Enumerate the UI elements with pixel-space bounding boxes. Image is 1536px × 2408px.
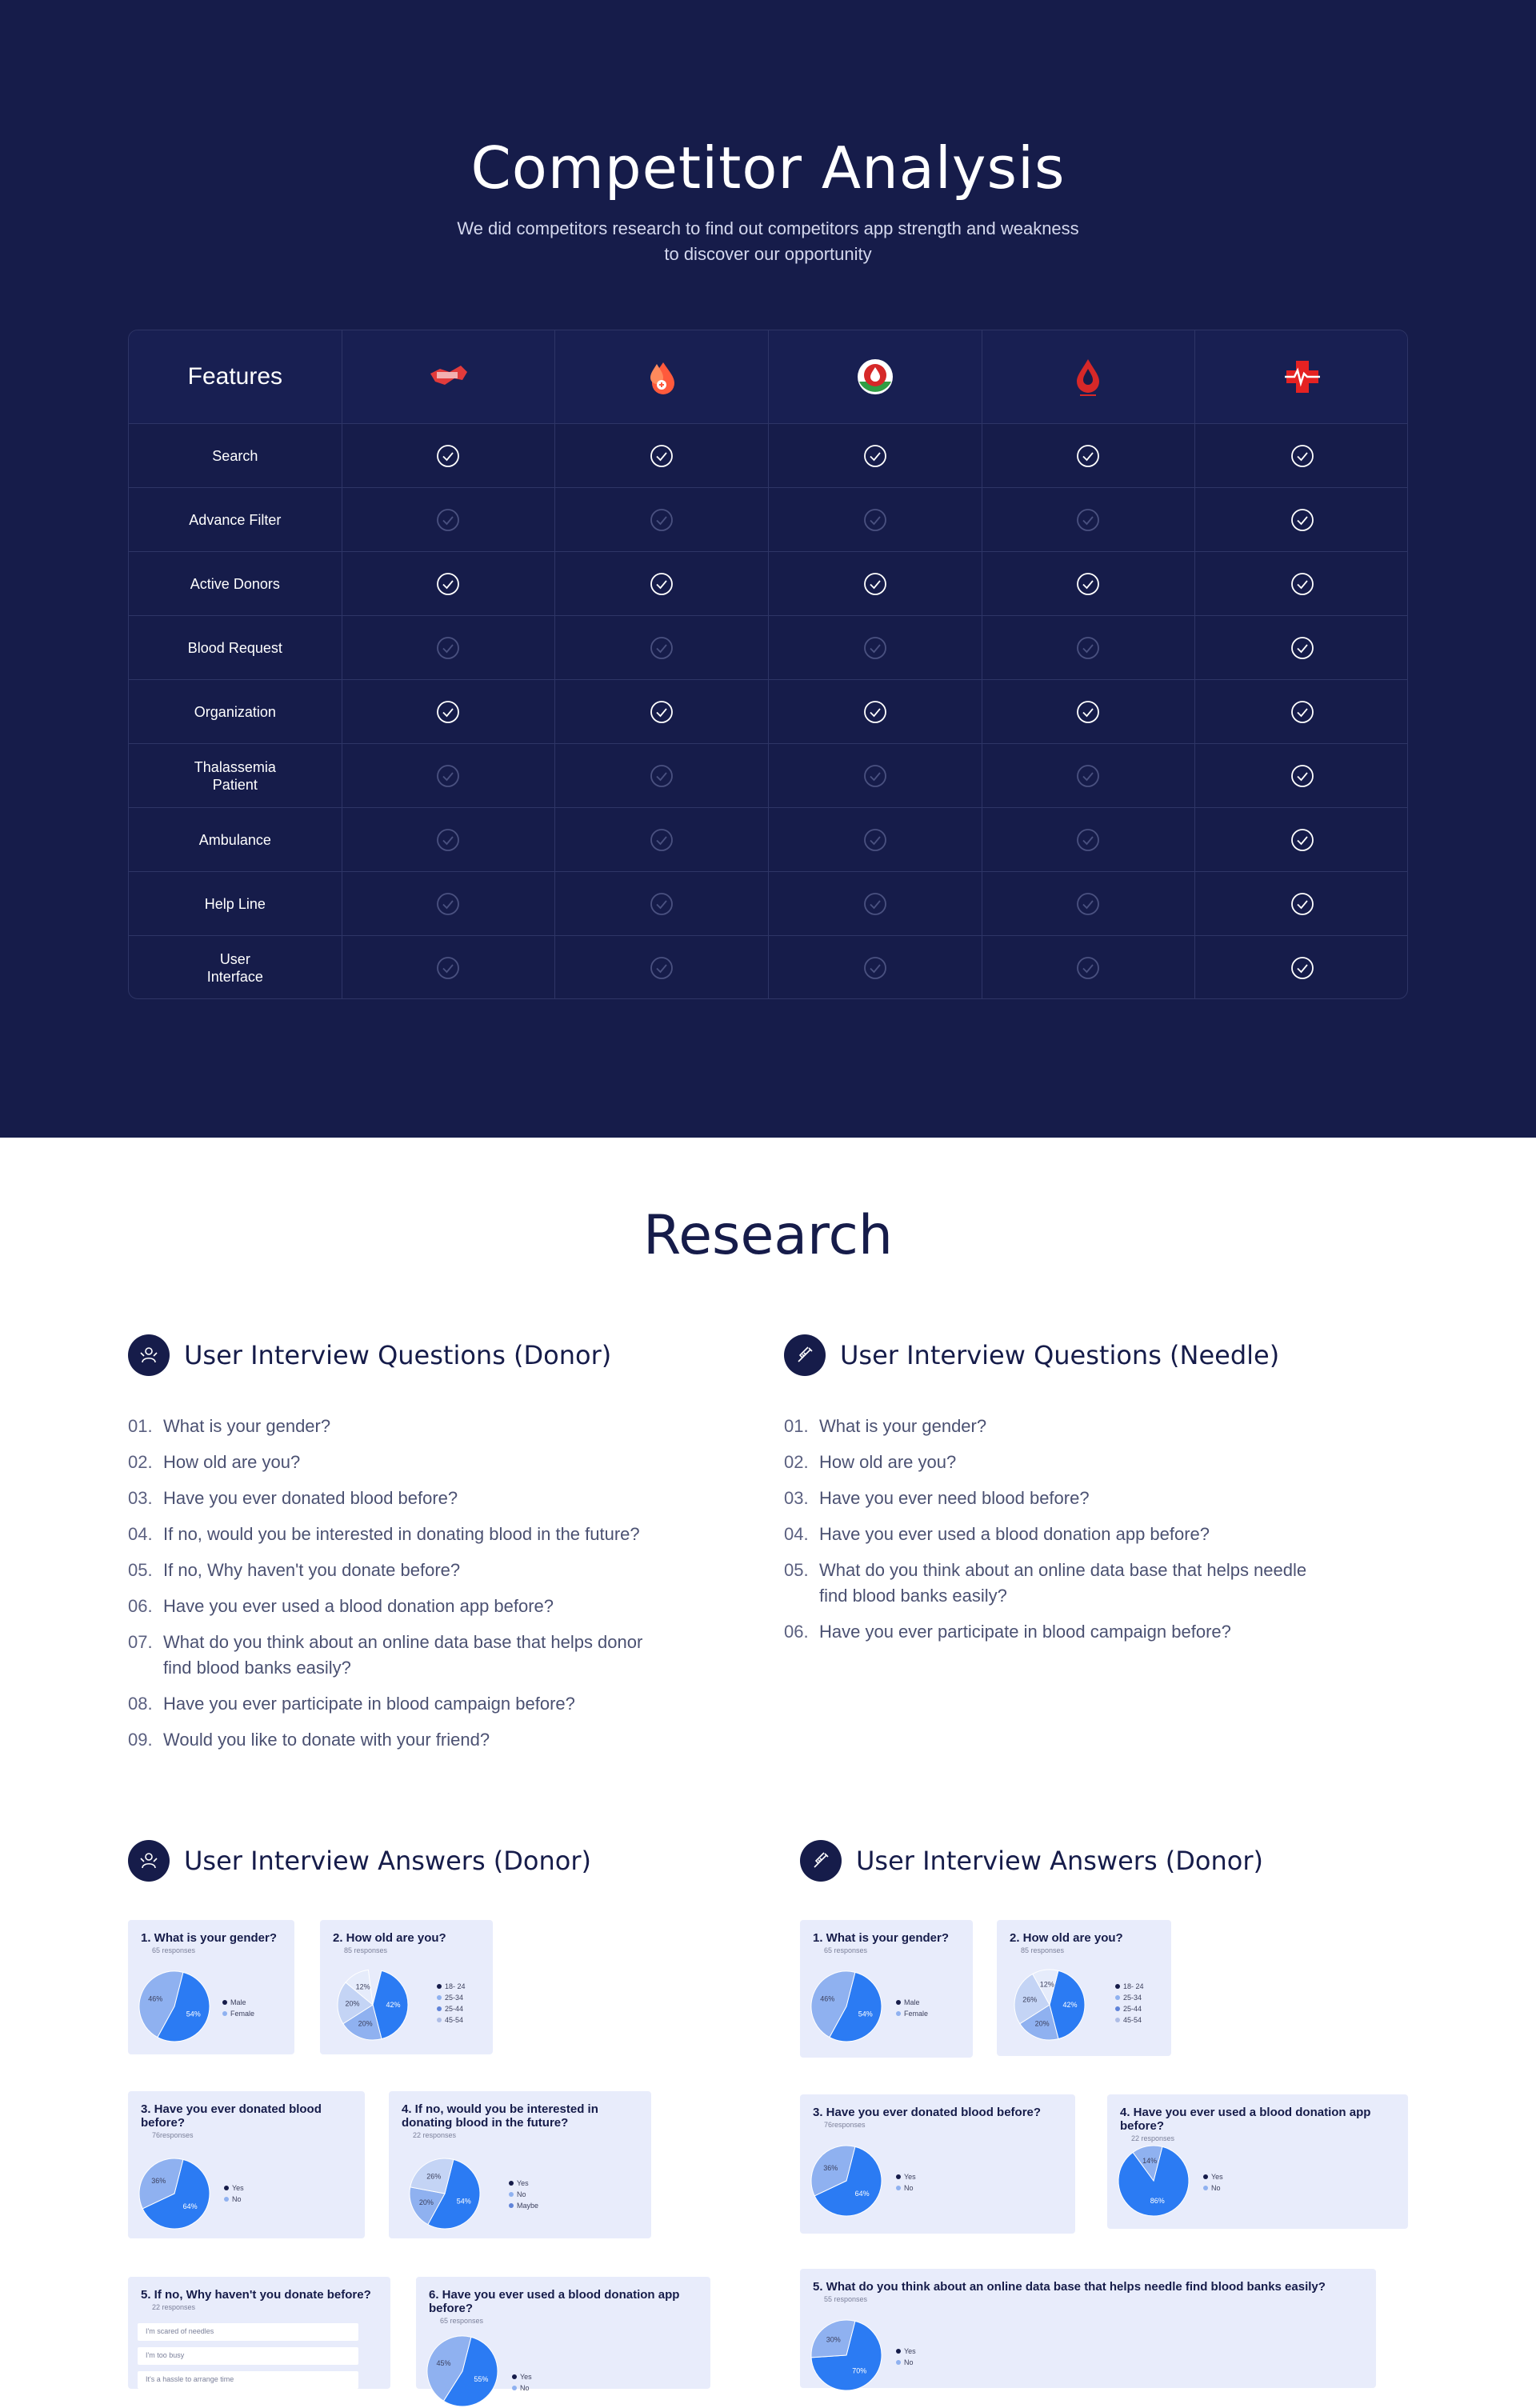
question-number: 05. [784, 1560, 809, 1580]
feature-label: Blood Request [129, 616, 342, 679]
check-icon [1290, 572, 1314, 596]
check-cell [555, 680, 769, 743]
app-logo-2 [555, 330, 769, 423]
list-item [784, 1486, 1312, 1511]
feature-label: Active Donors [129, 552, 342, 615]
table-row [129, 615, 1408, 679]
table-row [129, 487, 1408, 551]
check-inactive-icon [436, 508, 460, 532]
table-row [129, 871, 1408, 935]
app-logo-2-icon [639, 354, 684, 399]
card-responses: 85 responses [1021, 1946, 1065, 1954]
option-item: I'm scared of needles [138, 2323, 358, 2341]
list-item [128, 1450, 648, 1475]
question-text: Have you ever donated blood before? [163, 1488, 458, 1508]
list-item [128, 1727, 648, 1753]
check-cell [769, 872, 982, 935]
pie-label: 70% [852, 2366, 867, 2375]
check-cell [342, 872, 556, 935]
legend-item: Yes [509, 2178, 538, 2189]
check-inactive-icon [436, 828, 460, 852]
answer-card [1107, 2094, 1408, 2229]
question-number: 09. [128, 1730, 153, 1750]
pie-label: 20% [345, 1999, 360, 2008]
card-responses: 65 responses [824, 1946, 868, 1954]
list-item [784, 1558, 1312, 1609]
feature-label: Ambulance [129, 808, 342, 871]
research-title: Research [643, 1204, 893, 1267]
competitor-subtitle: We did competitors research to find out competitors app strength and weakness to discover our opportunity [457, 218, 1079, 264]
check-inactive-icon [1076, 508, 1100, 532]
check-inactive-icon [1076, 636, 1100, 660]
table-row [129, 423, 1408, 487]
table-row [129, 679, 1408, 743]
check-inactive-icon [436, 956, 460, 980]
card-responses: 22 responses [1131, 2134, 1175, 2142]
check-icon [1290, 892, 1314, 916]
check-cell [555, 744, 769, 807]
check-icon [863, 444, 887, 468]
app-logo-5 [1195, 330, 1408, 423]
check-inactive-icon [436, 636, 460, 660]
list-item [784, 1450, 1312, 1475]
answer-card [997, 1920, 1171, 2056]
check-inactive-icon [1076, 956, 1100, 980]
check-icon [1076, 700, 1100, 724]
needle-answers-title: User Interview Answers (Donor) [856, 1846, 1263, 1876]
card-responses: 76responses [152, 2131, 194, 2139]
check-cell [982, 552, 1196, 615]
chart-legend [437, 1981, 466, 2026]
answer-card [128, 2277, 390, 2389]
pie-label: 26% [426, 2172, 442, 2181]
check-inactive-icon [436, 892, 460, 916]
card-responses: 65 responses [152, 1946, 196, 1954]
pie-label: 54% [456, 2197, 471, 2206]
donor-icon [128, 1334, 170, 1376]
chart-legend [1203, 2171, 1223, 2194]
option-item: It's a hassle to arrange time [138, 2371, 358, 2389]
legend-item: Yes [1203, 2171, 1223, 2182]
legend-item: Yes [224, 2182, 244, 2194]
legend-item: No [224, 2194, 244, 2205]
check-cell [555, 872, 769, 935]
donor-answers-title: User Interview Answers (Donor) [184, 1846, 591, 1876]
feature-label: Thalassemia Patient [129, 744, 342, 807]
check-cell [1195, 680, 1408, 743]
pie-label: 36% [151, 2176, 166, 2185]
pie-label: 64% [854, 2190, 870, 2198]
check-cell [1195, 936, 1408, 999]
check-icon [1290, 764, 1314, 788]
check-cell [555, 488, 769, 551]
list-item [128, 1522, 648, 1547]
answer-card [389, 2091, 651, 2238]
pie-label: 46% [820, 1994, 835, 2003]
feature-label: User Interface [129, 936, 342, 999]
legend-item: No [509, 2189, 538, 2200]
check-inactive-icon [650, 828, 674, 852]
legend-item: No [896, 2182, 916, 2194]
answer-card [128, 2091, 365, 2238]
pie-label: 42% [386, 2000, 401, 2009]
check-cell [982, 680, 1196, 743]
pie-label: 20% [418, 2198, 434, 2206]
feature-comparison-table [128, 330, 1408, 999]
check-cell [1195, 744, 1408, 807]
feature-label: Help Line [129, 872, 342, 935]
question-text: Have you ever need blood before? [819, 1488, 1090, 1508]
check-cell [982, 872, 1196, 935]
check-inactive-icon [863, 828, 887, 852]
check-cell [555, 808, 769, 871]
check-cell [1195, 808, 1408, 871]
question-number: 08. [128, 1694, 153, 1714]
check-cell [982, 424, 1196, 487]
app-logo-5-icon [1280, 354, 1325, 399]
legend-item: Yes [512, 2371, 532, 2382]
question-text: What is your gender? [163, 1416, 331, 1436]
answer-card [128, 1920, 294, 2054]
list-item [784, 1414, 1312, 1439]
card-responses: 65 responses [440, 2317, 484, 2325]
question-number: 03. [784, 1488, 809, 1508]
card-question: 5. What do you think about an online data base that helps needle find blood banks easily? [813, 2280, 1326, 2294]
check-inactive-icon [863, 508, 887, 532]
donor-question-list [128, 1414, 648, 1763]
check-cell [555, 552, 769, 615]
app-logo-3 [769, 330, 982, 423]
legend-item: Male [896, 1997, 928, 2008]
check-cell [982, 616, 1196, 679]
feature-label: Organization [129, 680, 342, 743]
check-cell [1195, 616, 1408, 679]
answer-card [320, 1920, 493, 2054]
legend-item: No [1203, 2182, 1223, 2194]
pie-chart [1117, 2144, 1190, 2218]
pie-label: 54% [186, 2010, 201, 2018]
pie-label: 64% [182, 2202, 198, 2211]
donor-questions-title: User Interview Questions (Donor) [184, 1340, 612, 1370]
legend-item: 18- 24 [437, 1981, 466, 1992]
card-responses: 85 responses [344, 1946, 388, 1954]
donor-answers-heading [128, 1840, 591, 1882]
check-icon [436, 572, 460, 596]
question-text: What is your gender? [819, 1416, 987, 1436]
question-number: 05. [128, 1560, 153, 1580]
card-question: 2. How old are you? [1010, 1931, 1123, 1945]
needle-questions-heading [784, 1334, 1279, 1376]
question-text: How old are you? [819, 1452, 957, 1472]
check-cell [769, 616, 982, 679]
check-cell [982, 744, 1196, 807]
question-number: 03. [128, 1488, 153, 1508]
syringe-icon [800, 1840, 842, 1882]
app-logo-1 [342, 330, 556, 423]
check-icon [1290, 444, 1314, 468]
question-number: 02. [784, 1452, 809, 1472]
app-logo-4 [982, 330, 1196, 423]
legend-item: 45-54 [1115, 2014, 1144, 2026]
check-inactive-icon [863, 956, 887, 980]
legend-item: 18- 24 [1115, 1981, 1144, 1992]
donor-icon [128, 1840, 170, 1882]
pie-label: 86% [1150, 2197, 1165, 2206]
app-logo-1-icon [426, 354, 470, 399]
app-logo-3-icon [853, 354, 898, 399]
card-responses: 55 responses [824, 2295, 868, 2303]
check-inactive-icon [436, 764, 460, 788]
card-responses: 76responses [824, 2121, 866, 2129]
check-cell [769, 808, 982, 871]
pie-chart [138, 2157, 211, 2230]
question-text: Would you like to donate with your friend? [163, 1730, 490, 1750]
check-inactive-icon [650, 956, 674, 980]
table-row [129, 551, 1408, 615]
check-cell [342, 808, 556, 871]
check-icon [436, 700, 460, 724]
check-cell [769, 936, 982, 999]
check-cell [555, 616, 769, 679]
legend-item: 25-44 [1115, 2003, 1144, 2014]
check-icon [1290, 956, 1314, 980]
card-responses: 22 responses [413, 2131, 457, 2139]
check-inactive-icon [863, 636, 887, 660]
answer-card [416, 2277, 710, 2392]
check-cell [1195, 872, 1408, 935]
pie-chart [810, 2318, 883, 2392]
legend-item: No [896, 2357, 916, 2368]
check-cell [769, 744, 982, 807]
check-cell [342, 680, 556, 743]
pie-label: 55% [474, 2375, 489, 2384]
list-item [128, 1414, 648, 1439]
needle-answers-heading [800, 1840, 1263, 1882]
card-question: 3. Have you ever donated blood before? [141, 2102, 322, 2130]
pie-label: 45% [436, 2358, 451, 2367]
check-cell [342, 552, 556, 615]
check-icon [1290, 828, 1314, 852]
list-item [784, 1522, 1312, 1547]
option-item: I'm too busy [138, 2347, 358, 2365]
answer-card [800, 2094, 1075, 2234]
check-inactive-icon [650, 764, 674, 788]
app-logo-4-icon [1066, 354, 1110, 399]
card-question: 4. If no, would you be interested in donating blood in the future? [402, 2102, 598, 2130]
legend-item: Maybe [509, 2200, 538, 2211]
legend-item: Male [222, 1997, 254, 2008]
legend-item: 25-34 [437, 1992, 466, 2003]
needle-question-list [784, 1414, 1312, 1655]
pie-label: 26% [1022, 1995, 1038, 2004]
question-text: Have you ever used a blood donation app before? [163, 1596, 554, 1616]
chart-legend [509, 2178, 538, 2211]
feature-label: Search [129, 424, 342, 487]
check-inactive-icon [863, 892, 887, 916]
card-question: 3. Have you ever donated blood before? [813, 2106, 1042, 2119]
competitor-title: Competitor Analysis [470, 134, 1066, 202]
pie-label: 12% [355, 1982, 370, 1991]
table-row [129, 743, 1408, 807]
needle-questions-title: User Interview Questions (Needle) [840, 1340, 1280, 1370]
question-number: 01. [784, 1416, 809, 1436]
check-cell [342, 744, 556, 807]
legend-item: Female [222, 2008, 254, 2019]
legend-item: 45-54 [437, 2014, 466, 2026]
legend-item: Female [896, 2008, 928, 2019]
chart-legend [512, 2371, 532, 2394]
chart-legend [222, 1997, 254, 2019]
check-cell [769, 552, 982, 615]
table-header-row [129, 330, 1408, 423]
table-row [129, 807, 1408, 871]
pie-label: 14% [1142, 2156, 1158, 2165]
list-item [128, 1691, 648, 1717]
card-question: 1. What is your gender? [813, 1931, 950, 1945]
question-number: 01. [128, 1416, 153, 1436]
question-text: If no, would you be interested in donating blood in the future? [163, 1524, 640, 1544]
card-responses: 22 responses [152, 2303, 196, 2311]
check-inactive-icon [1076, 764, 1100, 788]
check-icon [436, 444, 460, 468]
answer-card [800, 2269, 1376, 2388]
check-icon [650, 572, 674, 596]
check-cell [1195, 488, 1408, 551]
check-cell [342, 936, 556, 999]
features-header: Features [129, 330, 342, 423]
check-cell [982, 808, 1196, 871]
list-item [128, 1486, 648, 1511]
question-number: 07. [128, 1632, 153, 1652]
pie-label: 30% [826, 2335, 841, 2344]
check-icon [650, 444, 674, 468]
question-text: Have you ever participate in blood campaign before? [163, 1694, 575, 1714]
legend-item: 25-44 [437, 2003, 466, 2014]
pie-chart [138, 1970, 211, 2043]
question-number: 06. [128, 1596, 153, 1616]
chart-legend [1115, 1981, 1144, 2026]
check-icon [863, 700, 887, 724]
pie-chart [408, 2157, 482, 2230]
question-text: If no, Why haven't you donate before? [163, 1560, 461, 1580]
chart-legend [224, 2182, 244, 2205]
question-number: 04. [128, 1524, 153, 1544]
check-inactive-icon [650, 508, 674, 532]
check-icon [863, 572, 887, 596]
pie-chart [336, 1968, 410, 2042]
check-icon [1290, 700, 1314, 724]
pie-chart [810, 1970, 883, 2043]
pie-label: 54% [858, 2010, 873, 2018]
pie-chart [810, 2144, 883, 2218]
check-inactive-icon [650, 636, 674, 660]
check-cell [982, 936, 1196, 999]
card-question: 2. How old are you? [333, 1931, 446, 1945]
legend-item: 25-34 [1115, 1992, 1144, 2003]
pie-label: 20% [1034, 2019, 1050, 2028]
question-number: 02. [128, 1452, 153, 1472]
list-item [128, 1594, 648, 1619]
pie-label: 20% [358, 2019, 373, 2028]
pie-chart [426, 2334, 499, 2408]
check-inactive-icon [1076, 828, 1100, 852]
check-cell [555, 936, 769, 999]
question-text: What do you think about an online data base that helps needle find blood banks easily? [819, 1560, 1307, 1606]
check-cell [769, 424, 982, 487]
check-cell [1195, 552, 1408, 615]
legend-item: Yes [896, 2171, 916, 2182]
card-question: 6. Have you ever used a blood donation app before? [429, 2288, 680, 2315]
pie-chart [1013, 1968, 1086, 2042]
check-inactive-icon [650, 892, 674, 916]
question-number: 04. [784, 1524, 809, 1544]
check-inactive-icon [1076, 892, 1100, 916]
check-cell [555, 424, 769, 487]
check-cell [342, 616, 556, 679]
question-text: How old are you? [163, 1452, 301, 1472]
question-text: Have you ever participate in blood campaign before? [819, 1622, 1231, 1642]
pie-label: 36% [823, 2163, 838, 2172]
answer-card [800, 1920, 973, 2058]
pie-label: 12% [1039, 1980, 1054, 1989]
card-question: 1. What is your gender? [141, 1931, 278, 1945]
list-item [128, 1558, 648, 1583]
pie-label: 46% [148, 1994, 163, 2003]
legend-item: No [512, 2382, 532, 2394]
check-cell [769, 680, 982, 743]
check-icon [1076, 444, 1100, 468]
chart-legend [896, 1997, 928, 2019]
list-item [128, 1630, 648, 1681]
legend-item: Yes [896, 2346, 916, 2357]
feature-label: Advance Filter [129, 488, 342, 551]
check-cell [342, 488, 556, 551]
question-number: 06. [784, 1622, 809, 1642]
check-cell [1195, 424, 1408, 487]
card-question: 5. If no, Why haven't you donate before? [141, 2288, 371, 2302]
table-row [129, 935, 1408, 999]
check-cell [982, 488, 1196, 551]
check-cell [342, 424, 556, 487]
chart-legend [896, 2171, 916, 2194]
syringe-icon [784, 1334, 826, 1376]
check-icon [1290, 636, 1314, 660]
pie-label: 42% [1062, 2000, 1078, 2009]
card-question: 4. Have you ever used a blood donation app before? [1120, 2106, 1371, 2133]
list-item [784, 1619, 1312, 1645]
check-icon [1290, 508, 1314, 532]
check-inactive-icon [863, 764, 887, 788]
question-text: Have you ever used a blood donation app before? [819, 1524, 1210, 1544]
chart-legend [896, 2346, 916, 2368]
check-icon [1076, 572, 1100, 596]
check-icon [650, 700, 674, 724]
donor-questions-heading [128, 1334, 611, 1376]
check-cell [769, 488, 982, 551]
question-text: What do you think about an online data base that helps donor find blood banks easily? [163, 1632, 643, 1678]
